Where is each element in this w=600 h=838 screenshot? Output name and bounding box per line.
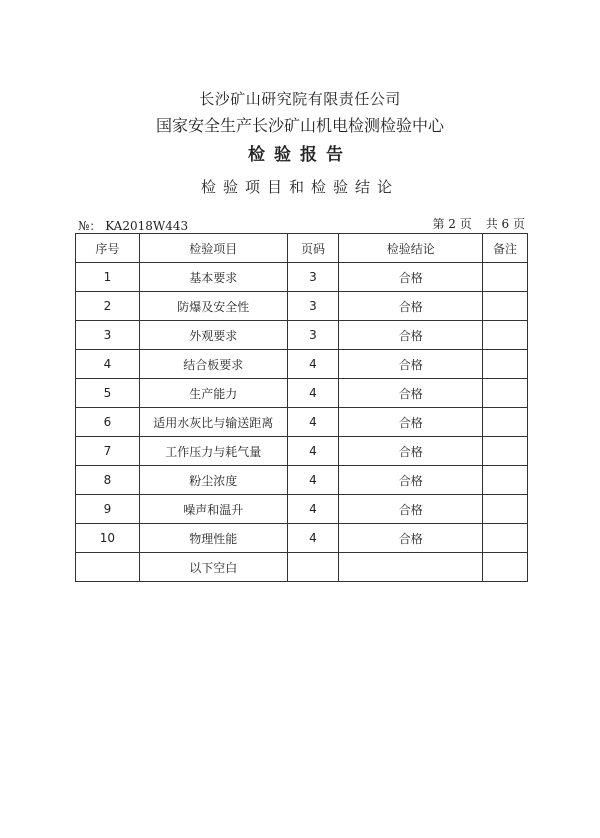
row-item: 生产能力 — [139, 379, 287, 408]
row-result: 合格 — [339, 321, 483, 350]
row-no: 10 — [76, 524, 140, 553]
column-header-no: 序号 — [76, 234, 140, 263]
table-row — [76, 495, 528, 524]
row-result: 合格 — [339, 350, 483, 379]
row-remark — [483, 408, 528, 437]
table-row — [76, 408, 528, 437]
report-number-value: KA2018W443 — [105, 219, 189, 233]
row-result: 合格 — [339, 408, 483, 437]
column-header-item: 检验项目 — [139, 234, 287, 263]
row-page: 3 — [287, 263, 339, 292]
table-row-blank-marker — [76, 553, 528, 582]
row-remark — [483, 524, 528, 553]
row-item: 粉尘浓度 — [139, 466, 287, 495]
page-indicator — [432, 215, 525, 232]
table-header-row — [76, 234, 528, 263]
row-page — [287, 553, 339, 582]
row-page: 4 — [287, 437, 339, 466]
table-row — [76, 292, 528, 321]
row-page: 4 — [287, 379, 339, 408]
row-remark — [483, 379, 528, 408]
organization-name: 长沙矿山研究院有限责任公司 — [199, 90, 401, 108]
row-item: 防爆及安全性 — [139, 292, 287, 321]
report-number — [78, 217, 188, 234]
row-result — [339, 553, 483, 582]
row-remark — [483, 466, 528, 495]
table-row — [76, 379, 528, 408]
row-remark — [483, 350, 528, 379]
column-header-page: 页码 — [287, 234, 339, 263]
row-remark — [483, 495, 528, 524]
column-header-result: 检验结论 — [339, 234, 483, 263]
testing-center-name: 国家安全生产长沙矿山机电检测检验中心 — [155, 116, 444, 135]
column-header-remark: 备注 — [483, 234, 528, 263]
row-item: 外观要求 — [139, 321, 287, 350]
row-page: 4 — [287, 350, 339, 379]
current-page: 第 2 页 — [432, 217, 472, 231]
row-item: 适用水灰比与输送距离 — [139, 408, 287, 437]
row-item: 结合板要求 — [139, 350, 287, 379]
row-result: 合格 — [339, 524, 483, 553]
row-page: 3 — [287, 292, 339, 321]
total-pages: 共 6 页 — [485, 217, 525, 231]
row-item: 物理性能 — [139, 524, 287, 553]
row-item: 工作压力与耗气量 — [139, 437, 287, 466]
row-result: 合格 — [339, 379, 483, 408]
row-no: 7 — [76, 437, 140, 466]
row-remark — [483, 321, 528, 350]
row-no: 9 — [76, 495, 140, 524]
row-remark — [483, 437, 528, 466]
inspection-items-table — [75, 233, 528, 582]
table-row — [76, 524, 528, 553]
row-remark — [483, 292, 528, 321]
row-result: 合格 — [339, 437, 483, 466]
row-item: 以下空白 — [139, 553, 287, 582]
row-item: 基本要求 — [139, 263, 287, 292]
table-row — [76, 437, 528, 466]
row-no: 6 — [76, 408, 140, 437]
row-result: 合格 — [339, 495, 483, 524]
row-no: 8 — [76, 466, 140, 495]
row-no: 4 — [76, 350, 140, 379]
row-page: 3 — [287, 321, 339, 350]
section-title: 检验项目和检验结论 — [200, 178, 399, 196]
table-row — [76, 350, 528, 379]
row-page: 4 — [287, 495, 339, 524]
row-result: 合格 — [339, 292, 483, 321]
table-row — [76, 263, 528, 292]
row-remark — [483, 553, 528, 582]
row-page: 4 — [287, 524, 339, 553]
row-page: 4 — [287, 408, 339, 437]
table-row — [76, 321, 528, 350]
row-no: 2 — [76, 292, 140, 321]
report-number-prefix: №： — [78, 219, 102, 233]
row-no — [76, 553, 140, 582]
row-no: 1 — [76, 263, 140, 292]
table-row — [76, 466, 528, 495]
row-no: 3 — [76, 321, 140, 350]
row-result: 合格 — [339, 466, 483, 495]
row-page: 4 — [287, 466, 339, 495]
row-result: 合格 — [339, 263, 483, 292]
row-item: 噪声和温升 — [139, 495, 287, 524]
document-title: 检验报告 — [248, 145, 352, 165]
row-no: 5 — [76, 379, 140, 408]
row-remark — [483, 263, 528, 292]
